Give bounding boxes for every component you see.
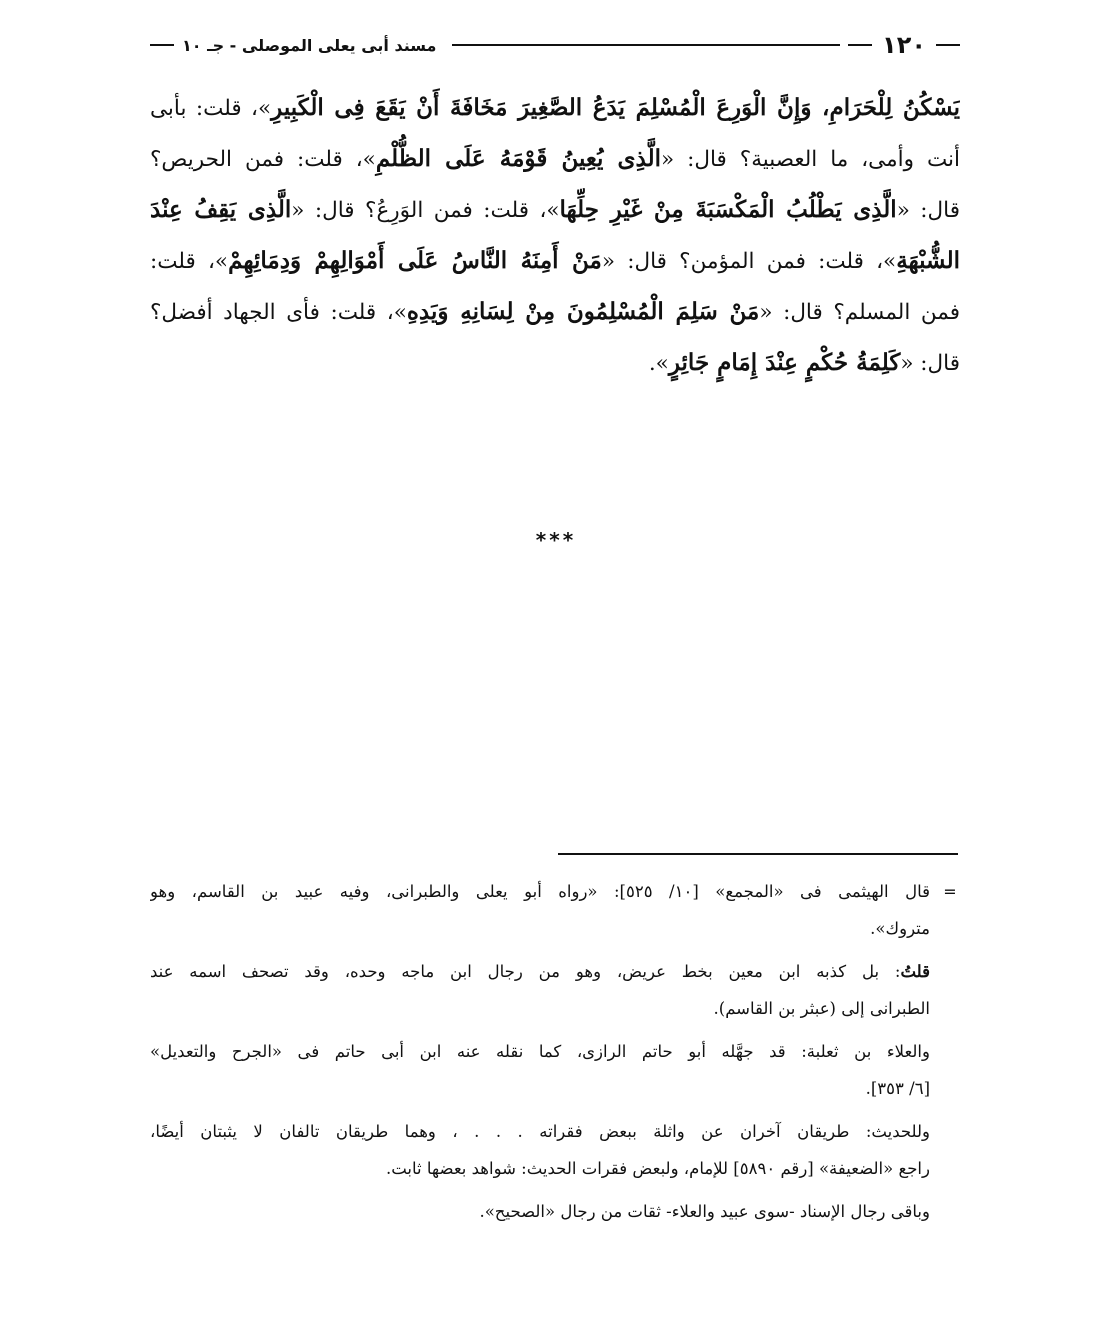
footnote-line — [150, 1193, 930, 1230]
narration-text: »، قلت: بأبى — [150, 96, 272, 121]
prophetic-quote: الَّذِى يَقِفُ عِنْدَ — [150, 196, 292, 223]
footnotes — [150, 873, 930, 1236]
footnote-paragraph — [150, 873, 930, 947]
main-line-1 — [150, 82, 960, 133]
footnote-paragraph — [150, 1193, 930, 1230]
footnote-line — [150, 910, 930, 947]
footnote-continuation-marker: = — [943, 882, 957, 901]
footnote-paragraph — [150, 953, 930, 1027]
running-title: مسند أبى يعلى الموصلى - جـ ١٠ — [182, 35, 437, 55]
narration-text: »، قلت: فأى الجهاد أفضل؟ — [150, 300, 407, 325]
section-separator: *** — [535, 528, 577, 552]
footnote-text: [٦/ ٣٥٣]. — [865, 1079, 930, 1098]
narration-text: قال: « — [896, 198, 960, 223]
prophetic-quote: يَسْكُنُ لِلْحَرَامِ، وَإِنَّ الْوَرِعَ الْمُسْلِمَ يَدَعُ الصَّغِيرَ مَخَافَةَ أَنْ يَقَعَ فِى الْكَبِيرِ — [271, 94, 960, 121]
footnote-line — [150, 953, 930, 990]
footnote-line — [150, 1033, 930, 1070]
main-line-3 — [150, 184, 960, 235]
prophetic-quote: مَنْ أَمِنَهُ النَّاسُ عَلَى أَمْوَالِهِمْ وَدِمَائِهِمْ — [228, 247, 602, 274]
footnote-paragraph — [150, 1033, 930, 1107]
footnote-rule — [558, 853, 958, 855]
prophetic-quote: الشُّبْهَةِ — [896, 247, 960, 274]
running-header — [150, 30, 960, 60]
footnote-text: : بل كذبه ابن معين بخط عريض، وهو من رجال ابن ماجه وحده، وقد تصحف اسمه عند — [150, 962, 901, 981]
main-line-5 — [150, 286, 960, 337]
footnote-lead-word: قلتُ — [900, 962, 930, 981]
footnote-line — [150, 1113, 930, 1150]
footnote-line — [150, 873, 930, 910]
header-rule-right — [936, 44, 960, 46]
header-rule-left — [150, 44, 174, 46]
footnote-text: راجع «الضعيفة» [رقم ٥٨٩٠] للإمام، ولبعض فقرات الحديث: شواهد بعضها ثابت. — [385, 1159, 930, 1178]
footnote-text: قال الهيثمى فى «المجمع» [١٠/ ٥٢٥]: «رواه أبو يعلى والطبرانى، وفيه عبيد بن القاسم، وهو — [150, 882, 930, 901]
prophetic-quote: الَّذِى يَطْلُبُ الْمَكْسَبَةَ مِنْ غَيْرِ حِلِّهَا — [559, 196, 897, 223]
narration-text: ». — [648, 351, 669, 376]
narration-text: »، قلت: فمن المؤمن؟ قال: « — [601, 249, 897, 274]
main-line-4 — [150, 235, 960, 286]
main-line-6 — [150, 337, 960, 388]
footnote-line — [150, 990, 930, 1027]
main-text — [150, 82, 960, 388]
footnote-paragraph — [150, 1113, 930, 1187]
footnote-text: وللحديث: طريقان آخران عن واثلة ببعض فقراته . . . ، وهما طريقان تالفان لا يثبتان أيضًا، — [150, 1122, 930, 1141]
footnote-text: وباقى رجال الإسناد -سوى عبيد والعلاء- ثقات من رجال «الصحيح». — [479, 1202, 930, 1221]
page-number: ١٢٠ — [882, 31, 926, 59]
footnote-text: الطبرانى إلى (عبثر بن القاسم). — [713, 999, 930, 1018]
footnote-line — [150, 1150, 930, 1187]
narration-text: »، قلت: فمن الوَرِعُ؟ قال: « — [291, 198, 560, 223]
narration-text: قال: « — [900, 351, 960, 376]
prophetic-quote: الَّذِى يُعِينُ قَوْمَهُ عَلَى الظُّلْمِ — [375, 145, 662, 172]
header-rule-long — [452, 44, 840, 46]
narration-text: »، قلت: — [150, 249, 229, 274]
footnote-text: متروك». — [870, 919, 930, 938]
header-rule-mid — [848, 44, 872, 46]
footnote-line — [150, 1070, 930, 1107]
footnote-text: والعلاء بن ثعلبة: قد جهَّله أبو حاتم الرازى، كما نقله عنه ابن أبى حاتم فى «الجرح والتعديل» — [150, 1042, 930, 1061]
prophetic-quote: مَنْ سَلِمَ الْمُسْلِمُونَ مِنْ لِسَانِهِ وَيَدِهِ — [406, 298, 760, 325]
main-line-2 — [150, 133, 960, 184]
narration-text: »، قلت: فمن الحريص؟ — [150, 147, 376, 172]
prophetic-quote: كَلِمَةُ حُكْمٍ عِنْدَ إِمَامٍ جَائِرٍ — [668, 349, 901, 376]
narration-text: أنت وأمى، ما العصبية؟ قال: « — [661, 147, 960, 172]
narration-text: فمن المسلم؟ قال: « — [759, 300, 960, 325]
